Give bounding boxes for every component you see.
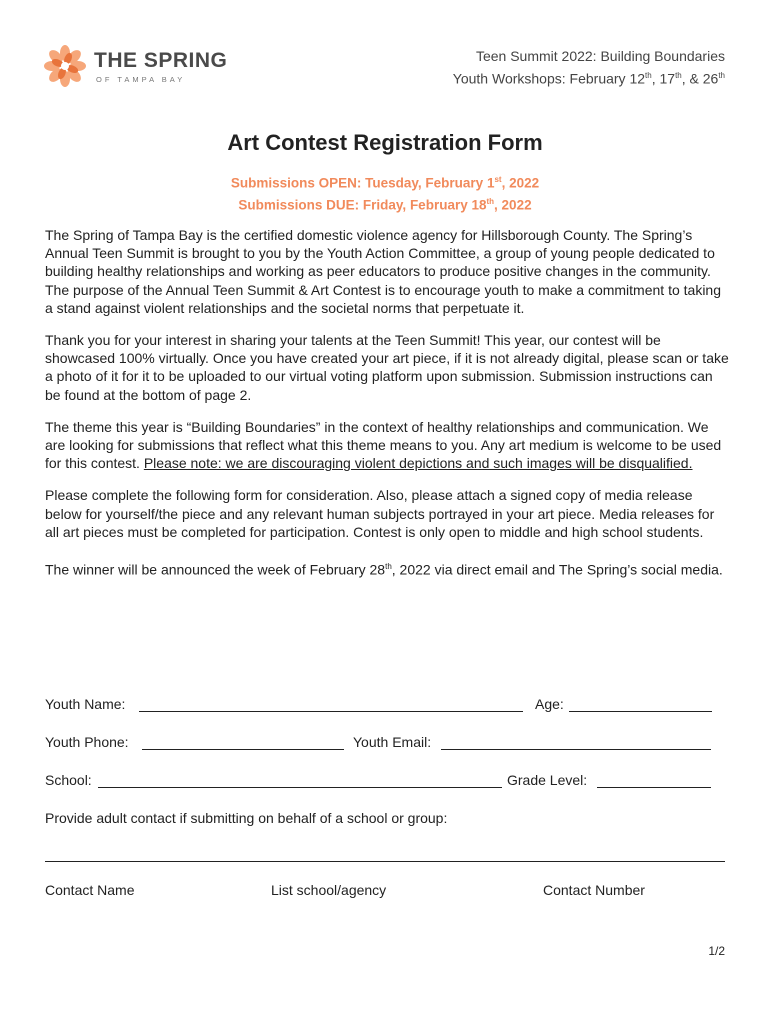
event-title: Teen Summit 2022: Building Boundaries — [475, 48, 725, 64]
submissions-due: Submissions DUE: Friday, February 18th, 2022 — [238, 197, 532, 213]
adult-contact-field[interactable] — [45, 861, 725, 862]
adult-contact-prompt: Provide adult contact if submitting on behalf of a school or group: — [45, 810, 448, 826]
virtual-paragraph: Thank you for your interest in sharing your talents at the Teen Summit! This year, our contest will be showcased 100% virtually. Once you have created your art piece, if it is not already digital, please scan or take a photo of it for it to be uploaded to our virtual voting platform upon submission. Submission instructions can be found at the bottom of page 2. — [45, 332, 729, 403]
youth-email-label: Youth Email: — [353, 734, 432, 750]
contact-name-label: Contact Name — [45, 882, 135, 898]
youth-name-field[interactable] — [139, 711, 523, 712]
body-text — [45, 226, 730, 596]
event-header — [453, 47, 725, 89]
form-row-name-age — [45, 696, 715, 718]
age-field[interactable] — [569, 711, 712, 712]
age-label: Age: — [535, 696, 564, 712]
youth-email-field[interactable] — [441, 749, 711, 750]
contact-number-label: Contact Number — [543, 882, 645, 898]
form-row-phone-email — [45, 734, 715, 756]
submissions-open: Submissions OPEN: Tuesday, February 1st, 2022 — [230, 175, 540, 191]
workshop-dates: Youth Workshops: February 12th, 17th, & 26th — [452, 70, 725, 87]
grade-level-label: Grade Level: — [507, 772, 588, 788]
disqualification-note: Please note: we are discouraging violent depictions and such images will be disqualified. — [143, 455, 693, 472]
flower-logo-icon — [43, 44, 87, 88]
submission-dates — [0, 171, 770, 215]
school-label: School: — [45, 772, 92, 788]
form-row-school-grade — [45, 772, 715, 794]
school-agency-label: List school/agency — [271, 882, 387, 898]
logo-name: THE SPRING — [94, 49, 228, 72]
grade-level-field[interactable] — [597, 787, 711, 788]
intro-paragraph: The Spring of Tampa Bay is the certified domestic violence agency for Hillsborough County. The Spring’s Annual Teen Summit is brought to you by the Youth Action Committee, a group of young people dedicated to building healthy relationships and working as peer educators to produce positive changes in the community. The purpose of the Annual Teen Summit & Art Contest is to encourage youth to make a commitment to taking a stand against violent relationships and the societal norms that perpetuate it. — [45, 227, 721, 316]
adult-contact-labels — [45, 882, 725, 902]
logo-subtitle: OF TAMPA BAY — [96, 75, 186, 84]
winner-paragraph: The winner will be announced the week of February 28th, 2022 via direct email and The Spring’s social media. — [45, 561, 723, 578]
youth-name-label: Youth Name: — [45, 696, 126, 712]
youth-phone-label: Youth Phone: — [45, 734, 129, 750]
page-number: 1/2 — [708, 944, 725, 958]
instructions-paragraph: Please complete the following form for consideration. Also, please attach a signed copy of media release below for yourself/the piece and any relevant human subjects portrayed in your art piece. Media releases for all art pieces must be completed for participation. Contest is only open to middle and high school students. — [45, 487, 715, 540]
youth-phone-field[interactable] — [142, 749, 344, 750]
logo — [43, 44, 228, 92]
page-title: Art Contest Registration Form — [227, 130, 543, 155]
school-field[interactable] — [98, 787, 502, 788]
theme-paragraph: The theme this year is “Building Boundaries” in the context of healthy relationships and communication. We are looking for submissions that reflect what this theme means to you. Any art medium is welcome to be used for this contest. Please note: we are discouraging violent depictions and such images will be disqualified. — [45, 418, 722, 472]
